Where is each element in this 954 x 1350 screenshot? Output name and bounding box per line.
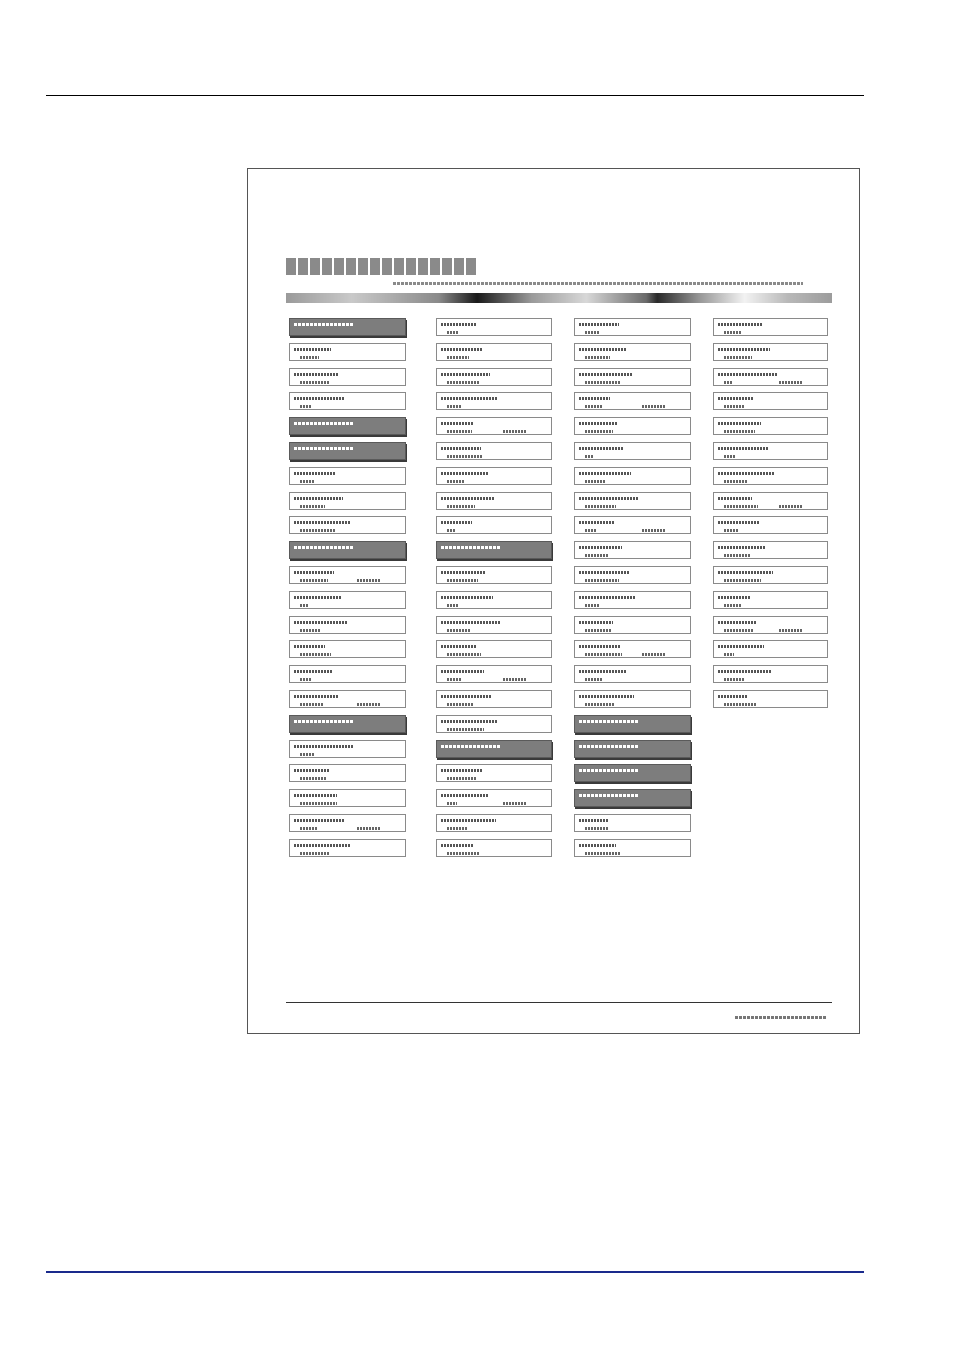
menu-label-graphic xyxy=(579,819,609,822)
menu-value-graphic xyxy=(447,703,473,706)
menu-label-graphic xyxy=(441,769,482,772)
menu-option-graphic xyxy=(503,678,527,681)
menu-label-graphic xyxy=(718,422,761,425)
menu-item-box xyxy=(713,417,828,435)
menu-label-graphic xyxy=(579,844,616,847)
menu-value-graphic xyxy=(300,405,311,408)
menu-value-graphic xyxy=(585,703,614,706)
menu-value-graphic xyxy=(447,331,458,334)
menu-value-graphic xyxy=(447,653,481,656)
menu-label-graphic xyxy=(294,621,348,624)
menu-label-graphic xyxy=(579,373,633,376)
menu-group-box xyxy=(574,789,691,807)
menu-item-box xyxy=(574,392,691,410)
menu-label-graphic xyxy=(718,571,773,574)
menu-item-box xyxy=(289,591,406,609)
menu-item-box xyxy=(436,715,552,733)
menu-item-box xyxy=(436,764,552,782)
menu-group-box xyxy=(289,318,406,336)
menu-value-graphic xyxy=(585,678,603,681)
menu-value-graphic xyxy=(300,852,329,855)
menu-item-box xyxy=(436,665,552,683)
menu-label-graphic xyxy=(294,794,337,797)
menu-value-graphic xyxy=(724,356,752,359)
menu-option-graphic xyxy=(503,430,527,433)
menu-label-graphic xyxy=(579,720,639,723)
menu-label-graphic xyxy=(441,497,495,500)
title-block xyxy=(430,258,440,275)
menu-item-box xyxy=(713,516,828,534)
menu-item-box xyxy=(436,690,552,708)
title-block xyxy=(442,258,452,275)
menu-value-graphic xyxy=(585,480,605,483)
figure-subtitle-graphic xyxy=(393,282,803,285)
menu-label-graphic xyxy=(579,794,639,797)
title-block xyxy=(418,258,428,275)
menu-item-box xyxy=(436,343,552,361)
menu-label-graphic xyxy=(294,323,354,326)
menu-label-graphic xyxy=(294,720,354,723)
menu-item-box xyxy=(289,516,406,534)
menu-group-box xyxy=(574,740,691,758)
menu-item-box xyxy=(713,690,828,708)
menu-value-graphic xyxy=(300,629,320,632)
menu-item-box xyxy=(574,541,691,559)
menu-item-box xyxy=(574,343,691,361)
menu-label-graphic xyxy=(579,645,620,648)
menu-label-graphic xyxy=(579,695,634,698)
menu-item-box xyxy=(289,690,406,708)
menu-item-box xyxy=(713,368,828,386)
menu-item-box xyxy=(289,343,406,361)
menu-item-box xyxy=(289,492,406,510)
menu-item-box xyxy=(289,368,406,386)
menu-group-box xyxy=(574,764,691,782)
menu-item-box xyxy=(574,492,691,510)
menu-label-graphic xyxy=(718,497,752,500)
menu-option-graphic xyxy=(357,579,381,582)
menu-label-graphic xyxy=(579,670,627,673)
menu-value-graphic xyxy=(447,455,483,458)
menu-item-box xyxy=(574,566,691,584)
menu-label-graphic xyxy=(294,769,330,772)
menu-item-box xyxy=(713,442,828,460)
menu-label-graphic xyxy=(441,323,476,326)
menu-item-box xyxy=(574,417,691,435)
menu-group-box xyxy=(289,715,406,733)
menu-value-graphic xyxy=(300,505,325,508)
menu-value-graphic xyxy=(585,455,594,458)
menu-item-box xyxy=(289,616,406,634)
menu-label-graphic xyxy=(441,794,489,797)
menu-value-graphic xyxy=(585,554,608,557)
menu-item-box xyxy=(289,640,406,658)
menu-label-graphic xyxy=(441,521,472,524)
menu-label-graphic xyxy=(718,447,768,450)
menu-value-graphic xyxy=(447,381,480,384)
menu-value-graphic xyxy=(447,827,468,830)
menu-label-graphic xyxy=(718,621,757,624)
menu-group-box xyxy=(289,541,406,559)
header-rule xyxy=(46,95,864,96)
menu-label-graphic xyxy=(294,422,354,425)
menu-option-graphic xyxy=(779,381,803,384)
menu-group-box xyxy=(436,740,552,758)
menu-value-graphic xyxy=(447,579,478,582)
menu-item-box xyxy=(436,566,552,584)
menu-label-graphic xyxy=(441,720,498,723)
menu-label-graphic xyxy=(579,769,639,772)
menu-item-box xyxy=(713,343,828,361)
menu-value-graphic xyxy=(585,381,621,384)
menu-value-graphic xyxy=(724,678,745,681)
menu-group-box xyxy=(289,442,406,460)
menu-item-box xyxy=(713,492,828,510)
menu-item-box xyxy=(713,541,828,559)
menu-item-box xyxy=(289,392,406,410)
menu-label-graphic xyxy=(718,472,775,475)
menu-item-box xyxy=(574,640,691,658)
figure-footer-graphic xyxy=(735,1016,827,1019)
menu-value-graphic xyxy=(724,554,750,557)
menu-item-box xyxy=(574,690,691,708)
menu-label-graphic xyxy=(294,645,325,648)
menu-item-box xyxy=(436,640,552,658)
menu-item-box xyxy=(436,516,552,534)
menu-value-graphic xyxy=(300,356,319,359)
menu-label-graphic xyxy=(718,596,750,599)
menu-label-graphic xyxy=(441,745,501,748)
title-block xyxy=(370,258,380,275)
menu-label-graphic xyxy=(441,645,477,648)
menu-item-box xyxy=(436,467,552,485)
menu-label-graphic xyxy=(294,695,339,698)
menu-label-graphic xyxy=(579,447,624,450)
menu-option-graphic xyxy=(779,629,803,632)
menu-value-graphic xyxy=(447,852,479,855)
menu-value-graphic xyxy=(300,381,330,384)
menu-label-graphic xyxy=(441,422,474,425)
figure-footer-rule xyxy=(286,1002,832,1003)
menu-label-graphic xyxy=(294,819,344,822)
menu-option-graphic xyxy=(357,827,381,830)
menu-value-graphic xyxy=(300,753,315,756)
menu-value-graphic xyxy=(724,405,744,408)
title-block xyxy=(310,258,320,275)
menu-value-graphic xyxy=(724,579,761,582)
menu-label-graphic xyxy=(579,472,631,475)
title-block xyxy=(286,258,296,275)
menu-option-graphic xyxy=(503,802,527,805)
menu-value-graphic xyxy=(300,480,314,483)
menu-label-graphic xyxy=(294,844,351,847)
menu-value-graphic xyxy=(300,604,309,607)
menu-value-graphic xyxy=(300,653,331,656)
menu-label-graphic xyxy=(441,844,473,847)
menu-value-graphic xyxy=(585,852,620,855)
menu-item-box xyxy=(713,591,828,609)
menu-value-graphic xyxy=(447,678,462,681)
menu-value-graphic xyxy=(585,604,600,607)
menu-value-graphic xyxy=(724,529,739,532)
menu-value-graphic xyxy=(447,604,459,607)
menu-label-graphic xyxy=(718,373,777,376)
menu-item-box xyxy=(713,566,828,584)
menu-item-box xyxy=(713,616,828,634)
menu-label-graphic xyxy=(294,596,341,599)
menu-item-box xyxy=(436,616,552,634)
menu-item-box xyxy=(436,591,552,609)
menu-item-box xyxy=(289,566,406,584)
menu-item-box xyxy=(289,467,406,485)
title-block xyxy=(322,258,332,275)
menu-label-graphic xyxy=(294,670,332,673)
menu-label-graphic xyxy=(718,521,759,524)
menu-value-graphic xyxy=(447,728,484,731)
menu-label-graphic xyxy=(441,373,490,376)
menu-item-box xyxy=(574,591,691,609)
menu-value-graphic xyxy=(724,604,742,607)
footer-rule xyxy=(46,1271,864,1273)
menu-label-graphic xyxy=(441,472,488,475)
menu-value-graphic xyxy=(585,827,609,830)
menu-option-graphic xyxy=(642,529,666,532)
menu-value-graphic xyxy=(585,331,599,334)
menu-item-box xyxy=(289,665,406,683)
menu-label-graphic xyxy=(294,373,338,376)
menu-label-graphic xyxy=(718,397,754,400)
menu-label-graphic xyxy=(718,670,771,673)
menu-value-graphic xyxy=(447,430,472,433)
menu-value-graphic xyxy=(585,430,613,433)
menu-label-graphic xyxy=(441,546,501,549)
menu-label-graphic xyxy=(718,546,766,549)
menu-item-box xyxy=(289,740,406,758)
menu-item-box xyxy=(713,318,828,336)
menu-label-graphic xyxy=(718,695,748,698)
menu-label-graphic xyxy=(441,348,483,351)
menu-label-graphic xyxy=(441,447,481,450)
menu-option-graphic xyxy=(642,653,666,656)
menu-label-graphic xyxy=(579,497,638,500)
menu-item-box xyxy=(436,789,552,807)
menu-group-box xyxy=(436,541,552,559)
menu-label-graphic xyxy=(718,645,764,648)
menu-item-box xyxy=(436,417,552,435)
menu-value-graphic xyxy=(300,579,328,582)
menu-label-graphic xyxy=(294,571,334,574)
menu-item-box xyxy=(713,665,828,683)
menu-label-graphic xyxy=(579,348,626,351)
menu-label-graphic xyxy=(294,397,345,400)
menu-label-graphic xyxy=(579,546,622,549)
menu-label-graphic xyxy=(579,745,639,748)
menu-value-graphic xyxy=(724,430,755,433)
menu-value-graphic xyxy=(585,653,622,656)
menu-value-graphic xyxy=(447,480,464,483)
menu-value-graphic xyxy=(300,802,337,805)
menu-item-box xyxy=(713,392,828,410)
gradient-bar xyxy=(286,293,832,303)
menu-label-graphic xyxy=(441,819,496,822)
menu-item-box xyxy=(289,814,406,832)
menu-item-box xyxy=(574,467,691,485)
menu-label-graphic xyxy=(441,596,493,599)
menu-item-box xyxy=(574,814,691,832)
menu-label-graphic xyxy=(579,596,636,599)
menu-value-graphic xyxy=(447,356,469,359)
menu-label-graphic xyxy=(294,348,331,351)
menu-value-graphic xyxy=(724,480,747,483)
title-block xyxy=(394,258,404,275)
menu-option-graphic xyxy=(779,505,803,508)
title-block xyxy=(334,258,344,275)
menu-item-box xyxy=(574,442,691,460)
title-block xyxy=(466,258,476,275)
menu-value-graphic xyxy=(724,331,741,334)
menu-group-box xyxy=(289,417,406,435)
menu-option-graphic xyxy=(357,703,381,706)
menu-value-graphic xyxy=(724,381,733,384)
menu-item-box xyxy=(289,764,406,782)
menu-item-box xyxy=(574,839,691,857)
menu-item-box xyxy=(574,368,691,386)
menu-value-graphic xyxy=(447,802,457,805)
menu-label-graphic xyxy=(294,521,350,524)
menu-item-box xyxy=(436,839,552,857)
menu-value-graphic xyxy=(300,703,323,706)
menu-value-graphic xyxy=(585,629,611,632)
menu-label-graphic xyxy=(441,695,491,698)
menu-value-graphic xyxy=(724,653,734,656)
menu-label-graphic xyxy=(294,447,354,450)
menu-group-box xyxy=(574,715,691,733)
menu-value-graphic xyxy=(447,405,461,408)
menu-item-box xyxy=(436,318,552,336)
menu-value-graphic xyxy=(300,678,312,681)
menu-item-box xyxy=(574,516,691,534)
menu-item-box xyxy=(574,665,691,683)
menu-option-graphic xyxy=(642,405,666,408)
menu-label-graphic xyxy=(441,571,486,574)
menu-label-graphic xyxy=(441,670,484,673)
menu-value-graphic xyxy=(300,777,326,780)
menu-label-graphic xyxy=(441,621,500,624)
menu-value-graphic xyxy=(447,777,476,780)
menu-label-graphic xyxy=(579,521,615,524)
title-block xyxy=(298,258,308,275)
menu-value-graphic xyxy=(585,529,597,532)
menu-value-graphic xyxy=(585,405,602,408)
title-block xyxy=(346,258,356,275)
menu-value-graphic xyxy=(585,356,610,359)
menu-label-graphic xyxy=(441,397,497,400)
menu-label-graphic xyxy=(294,745,353,748)
menu-item-box xyxy=(436,814,552,832)
menu-value-graphic xyxy=(447,529,456,532)
menu-value-graphic xyxy=(447,629,470,632)
menu-item-box xyxy=(289,789,406,807)
menu-value-graphic xyxy=(300,827,318,830)
title-block xyxy=(358,258,368,275)
menu-label-graphic xyxy=(294,472,336,475)
menu-item-box xyxy=(713,640,828,658)
menu-value-graphic xyxy=(724,703,756,706)
menu-label-graphic xyxy=(579,621,613,624)
menu-label-graphic xyxy=(579,397,610,400)
figure-title-graphic xyxy=(286,258,476,275)
title-block xyxy=(382,258,392,275)
menu-value-graphic xyxy=(724,505,758,508)
menu-label-graphic xyxy=(294,546,354,549)
title-block xyxy=(454,258,464,275)
menu-item-box xyxy=(574,318,691,336)
menu-value-graphic xyxy=(724,629,753,632)
menu-item-box xyxy=(436,492,552,510)
menu-item-box xyxy=(289,839,406,857)
menu-label-graphic xyxy=(718,323,763,326)
menu-value-graphic xyxy=(585,579,619,582)
menu-label-graphic xyxy=(579,571,629,574)
menu-item-box xyxy=(436,392,552,410)
menu-value-graphic xyxy=(300,529,336,532)
menu-item-box xyxy=(436,442,552,460)
menu-label-graphic xyxy=(579,323,619,326)
menu-item-box xyxy=(436,368,552,386)
menu-value-graphic xyxy=(585,505,616,508)
menu-label-graphic xyxy=(579,422,617,425)
menu-item-box xyxy=(713,467,828,485)
menu-value-graphic xyxy=(724,455,736,458)
menu-label-graphic xyxy=(718,348,770,351)
menu-label-graphic xyxy=(294,497,343,500)
menu-value-graphic xyxy=(447,505,475,508)
title-block xyxy=(406,258,416,275)
menu-item-box xyxy=(574,616,691,634)
